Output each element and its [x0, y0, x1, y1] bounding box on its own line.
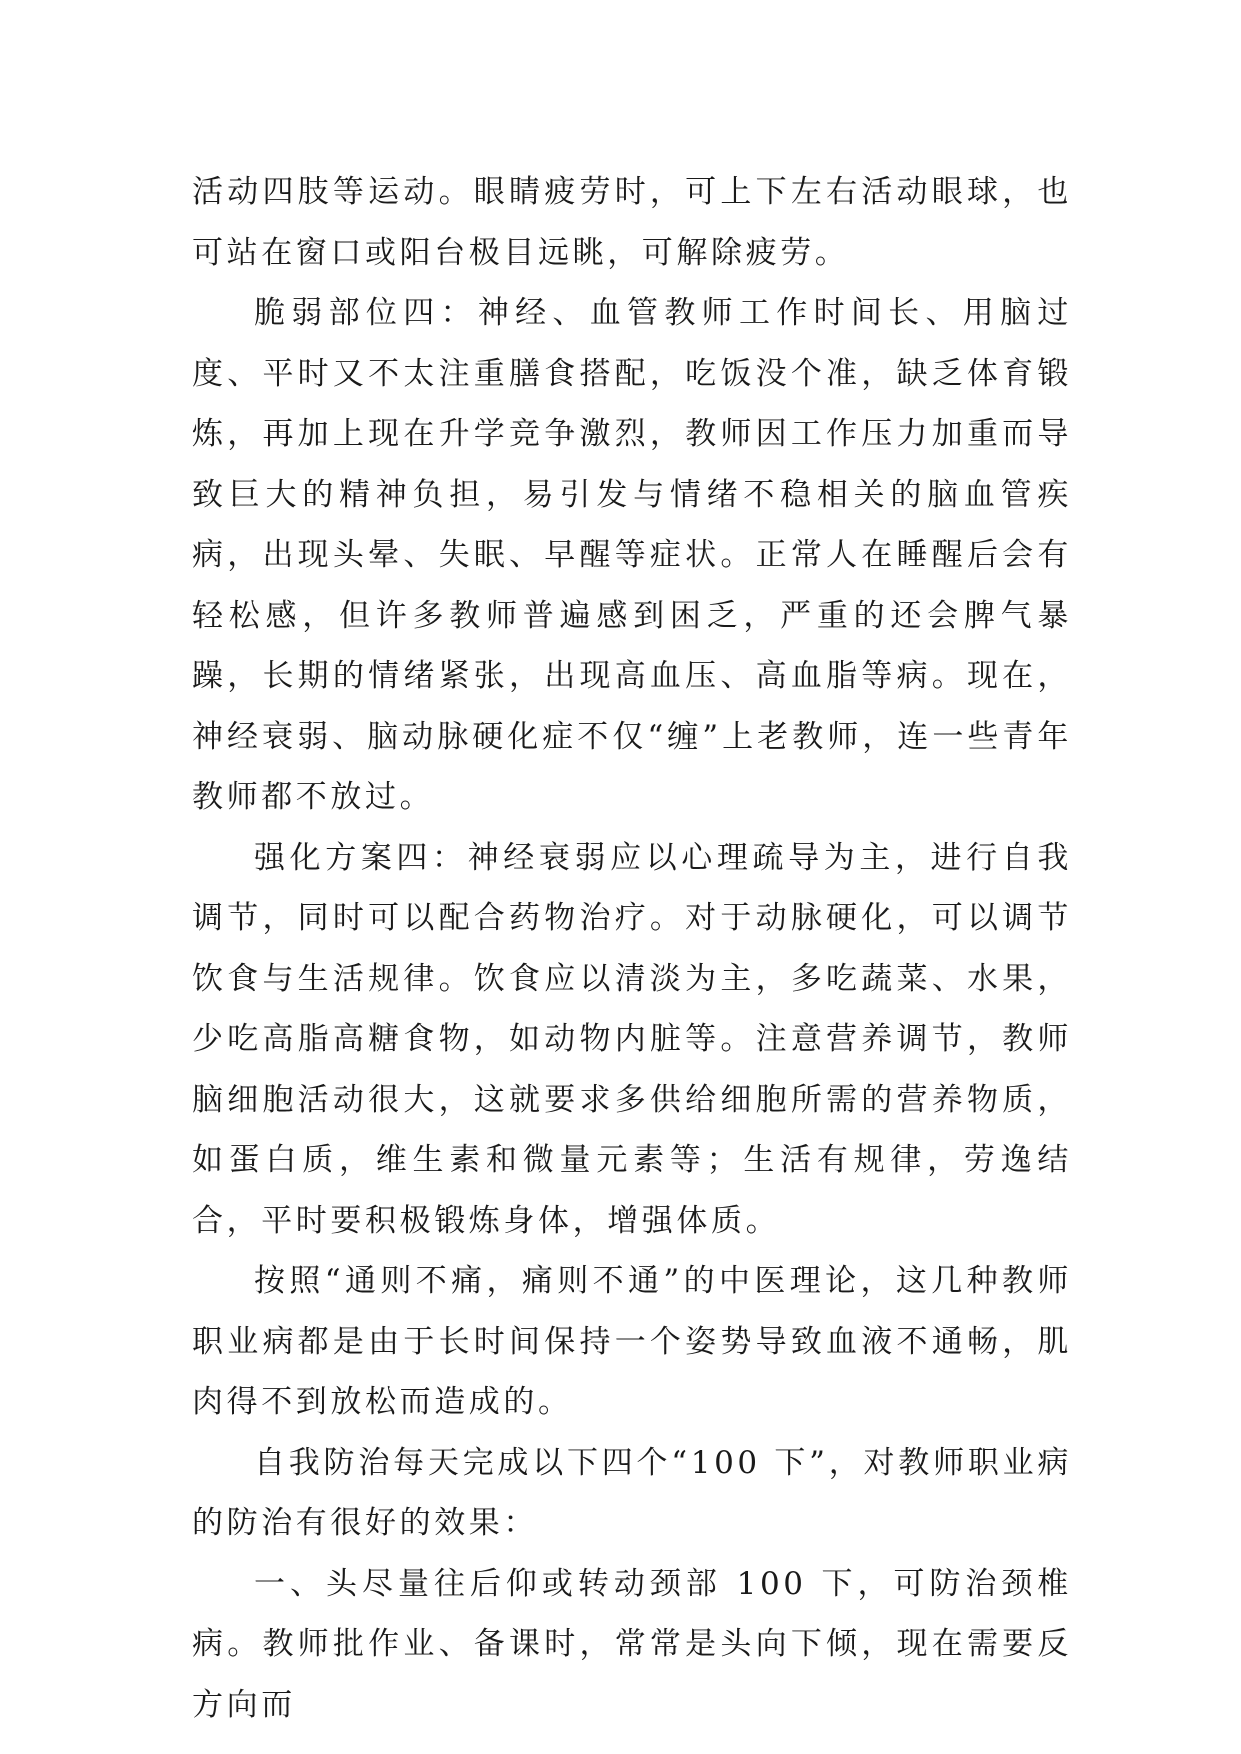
paragraph-item-one: 一、头尽量往后仰或转动颈部 100 下，可防治颈椎病。教师批作业、备课时，常常是头向下倾，现在需要反方向而: [192, 1565, 1072, 1723]
paragraph-plan-four: 强化方案四：神经衰弱应以心理疏导为主，进行自我调节，同时可以配合药物治疗。对于动脉硬化，可以调节饮食与生活规律。饮食应以清淡为主，多吃蔬菜、水果，少吃高脂高糖食物，如动物内脏等。注意营养调节，教师脑细胞活动很大，这就要求多供给细胞所需的营养物质，如蛋白质，维生素和微量元素等；生活有规律，劳逸结合，平时要积极锻炼身体，增强体质。: [192, 839, 1072, 1239]
document-body: [192, 162, 1072, 1735]
paragraph-weak-point-four: 脆弱部位四：神经、血管教师工作时间长、用脑过度、平时又不太注重膳食搭配，吃饭没个准，缺乏体育锻炼，再加上现在升学竞争激烈，教师因工作压力加重而导致巨大的精神负担，易引发与情绪不稳相关的脑血管疾病，出现头晕、失眠、早醒等症状。正常人在睡醒后会有轻松感，但许多教师普遍感到困乏，严重的还会脾气暴躁，长期的情绪紧张，出现高血压、高血脂等病。现在，神经衰弱、脑动脉硬化症不仅“缠”上老教师，连一些青年教师都不放过。: [192, 295, 1072, 815]
paragraph-eye-relief: 活动四肢等运动。眼睛疲劳时，可上下左右活动眼球，也可站在窗口或阳台极目远眺，可解除疲劳。: [192, 174, 1072, 271]
paragraph-tcm-theory: 按照“通则不痛，痛则不通”的中医理论，这几种教师职业病都是由于长时间保持一个姿势导致血液不通畅，肌肉得不到放松而造成的。: [192, 1263, 1072, 1420]
paragraph-self-prevention: 自我防治每天完成以下四个“100 下”，对教师职业病的防治有很好的效果：: [192, 1444, 1072, 1541]
